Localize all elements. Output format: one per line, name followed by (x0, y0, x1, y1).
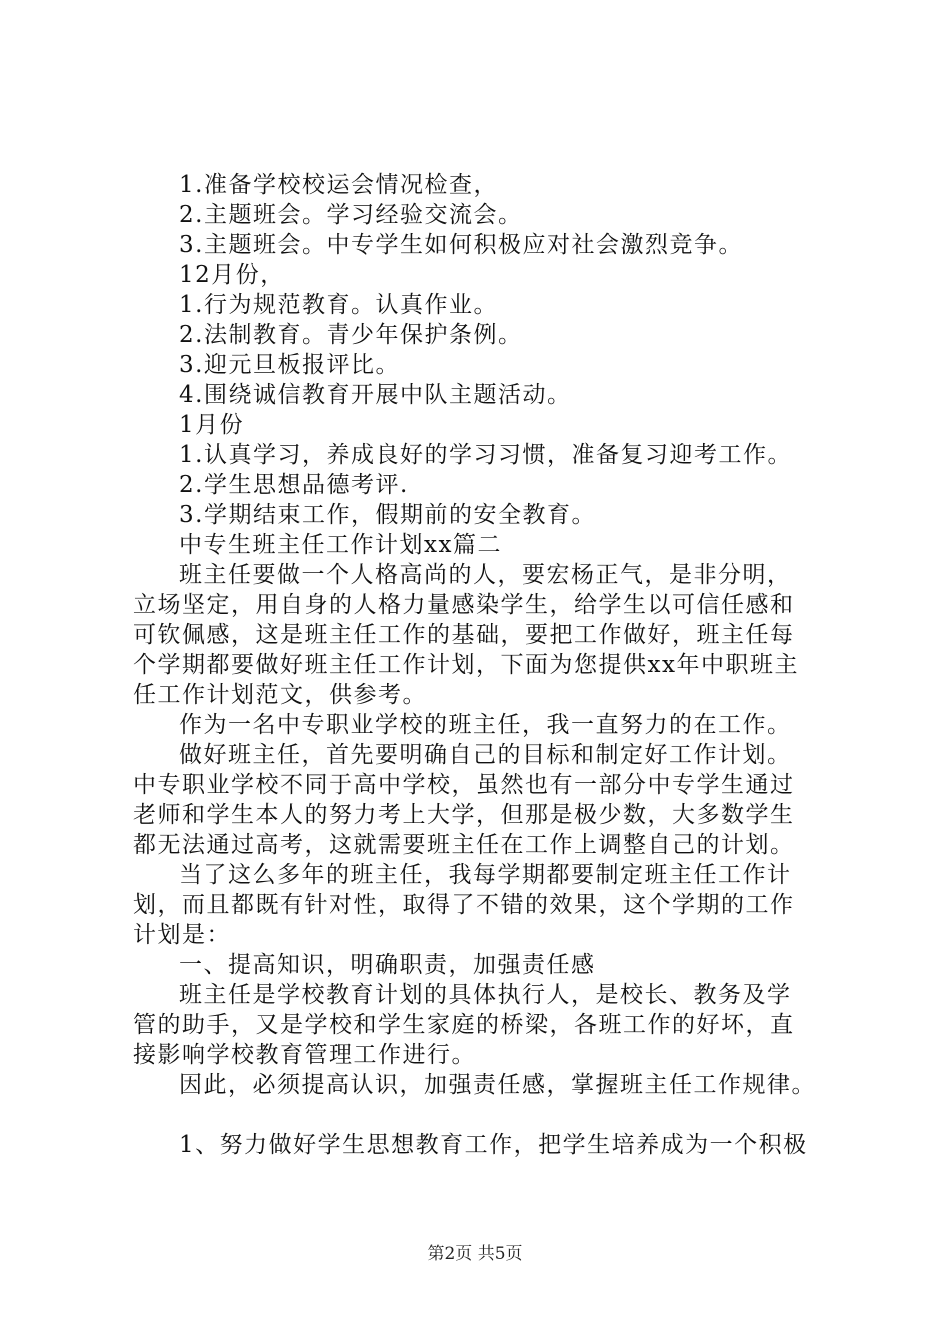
document-body (133, 170, 833, 1160)
paragraph-line: 老师和学生本人的努力考上大学，但那是极少数，大多数学生 (133, 802, 795, 828)
text-line: 1.准备学校校运会情况检查， (179, 172, 498, 198)
text-line: 2.学生思想品德考评. (179, 472, 409, 498)
section-heading: 中专生班主任工作计划xx篇二 (179, 532, 502, 558)
paragraph-line: 做好班主任，首先要明确自己的目标和制定好工作计划。 (179, 742, 792, 768)
paragraph-line: 可钦佩感，这是班主任工作的基础，要把工作做好，班主任每 (133, 622, 795, 648)
subsection-heading: 一、提高知识，明确职责，加强责任感 (179, 952, 596, 978)
paragraph-line: 中专职业学校不同于高中学校，虽然也有一部分中专学生通过 (133, 772, 795, 798)
paragraph-line: 接影响学校教育管理工作进行。 (133, 1042, 476, 1068)
text-line: 1月份 (179, 412, 245, 438)
paragraph-line: 当了这么多年的班主任，我每学期都要制定班主任工作计 (179, 862, 792, 888)
paragraph-line: 1、努力做好学生思想教育工作，把学生培养成为一个积极 (179, 1132, 808, 1158)
paragraph-line: 作为一名中专职业学校的班主任，我一直努力的在工作。 (179, 712, 792, 738)
paragraph-line: 管的助手，又是学校和学生家庭的桥梁，各班工作的好坏，直 (133, 1012, 795, 1038)
paragraph-line: 划，而且都既有针对性，取得了不错的效果，这个学期的工作 (133, 892, 795, 918)
page-number-footer: 第2页 共5页 (427, 1244, 523, 1264)
text-line: 1.行为规范教育。认真作业。 (179, 292, 498, 318)
text-line: 12月份， (179, 262, 285, 288)
paragraph-gap (133, 1100, 833, 1130)
paragraph-line: 班主任要做一个人格高尚的人，要宏杨正气，是非分明， (179, 562, 792, 588)
text-line: 2.主题班会。学习经验交流会。 (179, 202, 523, 228)
text-line: 4.围绕诚信教育开展中队主题活动。 (179, 382, 572, 408)
text-line: 2.法制教育。青少年保护条例。 (179, 322, 523, 348)
paragraph-line: 个学期都要做好班主任工作计划，下面为您提供xx年中职班主 (133, 652, 799, 678)
paragraph-line: 计划是： (133, 922, 231, 948)
paragraph-line: 因此，必须提高认识，加强责任感，掌握班主任工作规律。 (179, 1072, 816, 1098)
paragraph-line: 任工作计划范文，供参考。 (133, 682, 427, 708)
text-line: 3.主题班会。中专学生如何积极应对社会激烈竞争。 (179, 232, 743, 258)
paragraph-line: 立场坚定，用自身的人格力量感染学生，给学生以可信任感和 (133, 592, 795, 618)
text-line: 3.迎元旦板报评比。 (179, 352, 400, 378)
paragraph-line: 都无法通过高考，这就需要班主任在工作上调整自己的计划。 (133, 832, 795, 858)
paragraph-line: 班主任是学校教育计划的具体执行人，是校长、教务及学 (179, 982, 792, 1008)
text-line: 1.认真学习，养成良好的学习习惯，准备复习迎考工作。 (179, 442, 792, 468)
text-line: 3.学期结束工作，假期前的安全教育。 (179, 502, 596, 528)
